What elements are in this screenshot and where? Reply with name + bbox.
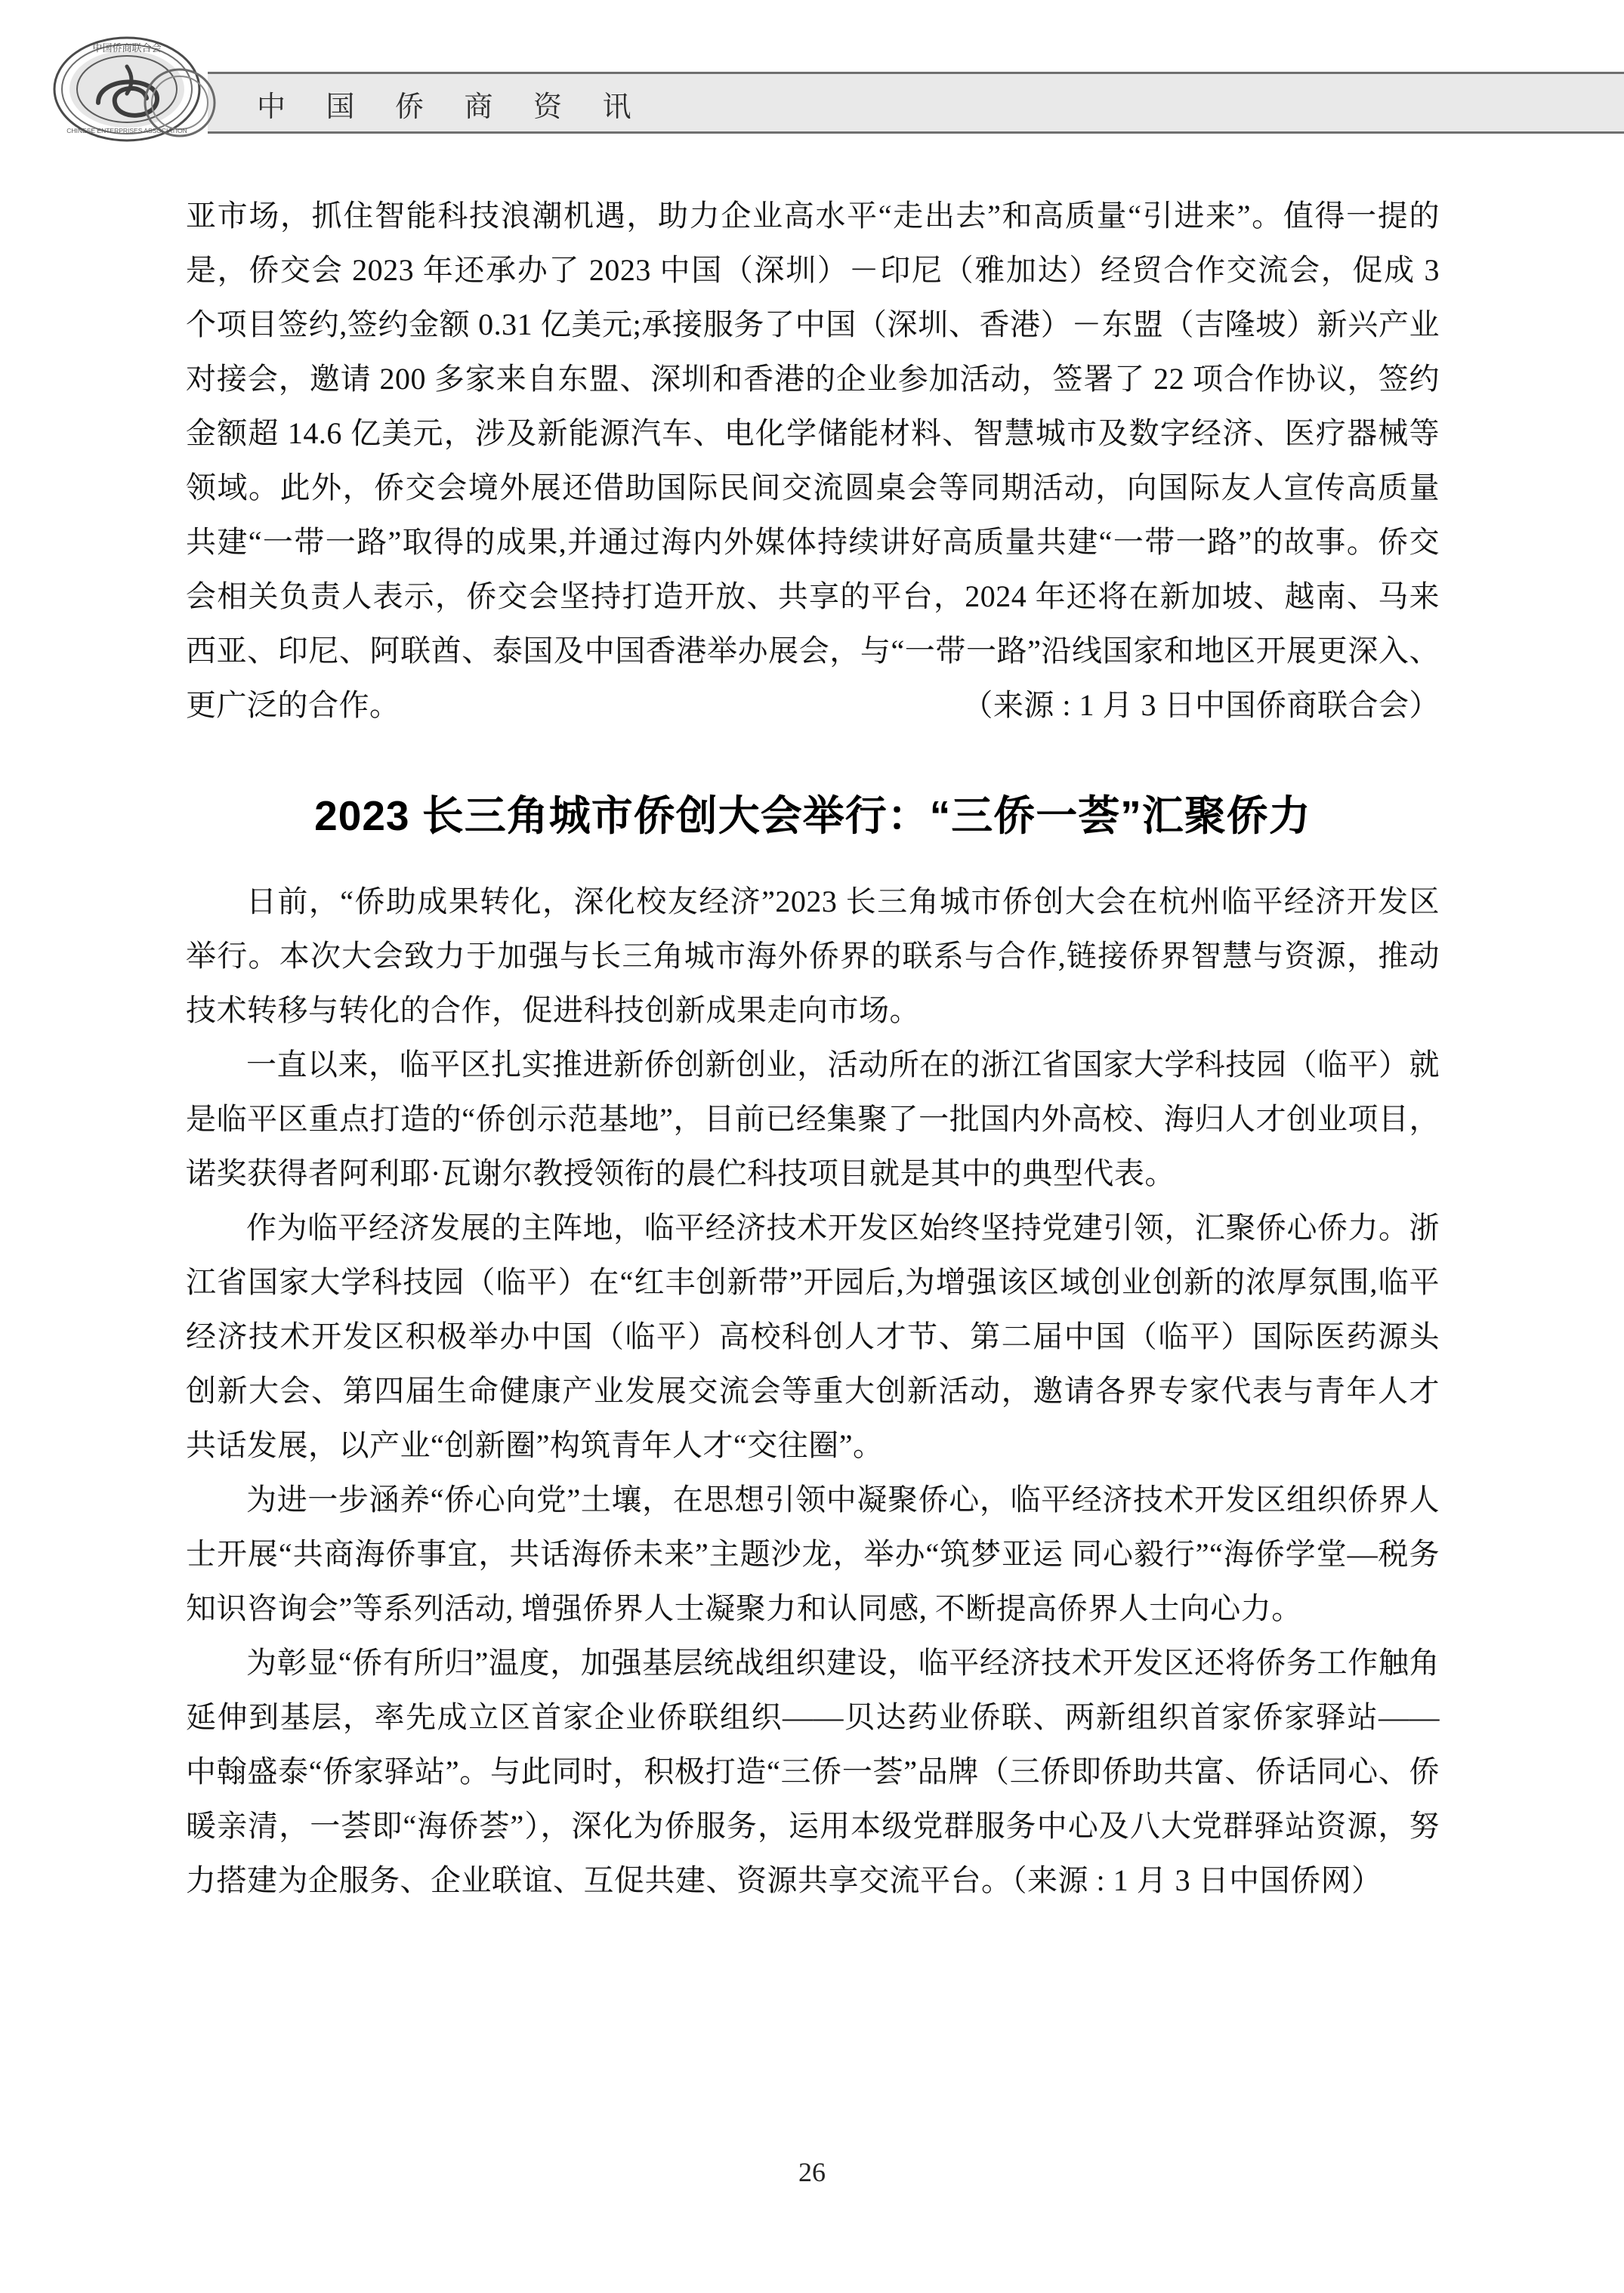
- organization-logo: [45, 30, 249, 162]
- article-paragraph-5-text: 为彰显“侨有所归”温度，加强基层统战组织建设，临平经济技术开发区还将侨务工作触角延伸到基层，率先成立区首家企业侨联组织——贝达药业侨联、两新组织首家侨家驿站——中翰盛泰“侨家驿站”。与此同时，积极打造“三侨一荟”品牌（三侨即侨助共富、侨话同心、侨暖亲清，一荟即“海侨荟”），深化为侨服务，运用本级党群服务中心及八大党群驿站资源，努力搭建为企服务、企业联谊、互促共建、资源共享交流平台。: [186, 1646, 1440, 1897]
- svg-text:中国侨商联合会: 中国侨商联合会: [92, 42, 162, 54]
- page-header: [0, 0, 1624, 162]
- continued-paragraph-source: （来源 : 1 月 3 日中国侨商联合会）: [962, 688, 1440, 722]
- continued-paragraph: [186, 189, 1440, 733]
- continued-paragraph-text: 亚市场，抓住智能科技浪潮机遇，助力企业高水平“走出去”和高质量“引进来”。值得一提的是，侨交会 2023 年还承办了 2023 中国（深圳）－印尼（雅加达）经贸合作交流会，促成 3 个项目签约,签约金额 0.31 亿美元;承接服务了中国（深圳、香港）－东盟（吉隆坡）新兴产业对接会，邀请 200 多家来自东盟、深圳和香港的企业参加活动，签署了 22 项合作协议，签约金额超 14.6 亿美元，涉及新能源汽车、电化学储能材料、智慧城市及数字经济、医疗器械等领域。此外，侨交会境外展还借助国际民间交流圆桌会等同期活动，向国际友人宣传高质量共建“一带一路”取得的成果,并通过海内外媒体持续讲好高质量共建“一带一路”的故事。侨交会相关负责人表示，侨交会坚持打造开放、共享的平台，2024 年还将在新加坡、越南、马来西亚、印尼、阿联酋、泰国及中国香港举办展会，与“一带一路”沿线国家和地区开展更深入、更广泛的合作。: [186, 199, 1440, 722]
- page-number: 26: [798, 2157, 826, 2187]
- header-title: 中 国 侨 商 资 讯: [257, 91, 648, 123]
- article-paragraph-2: 一直以来，临平区扎实推进新侨创新创业，活动所在的浙江省国家大学科技园（临平）就是临平区重点打造的“侨创示范基地”，目前已经集聚了一批国内外高校、海归人才创业项目，诺奖获得者阿利耶·瓦谢尔教授领衔的晨伫科技项目就是其中的典型代表。: [186, 1048, 1440, 1190]
- article-paragraph-1: 日前，“侨助成果转化，深化校友经济”2023 长三角城市侨创大会在杭州临平经济开发区举行。本次大会致力于加强与长三角城市海外侨界的联系与合作,链接侨界智慧与资源，推动技术转移与转化的合作，促进科技创新成果走向市场。: [186, 884, 1440, 1027]
- svg-text:CHINESE ENTERPRISES ASSOCIATIO: CHINESE ENTERPRISES ASSOCIATION: [66, 127, 187, 134]
- article-title: 2023 长三角城市侨创大会举行：“三侨一荟”汇聚侨力: [314, 792, 1311, 839]
- article-source: （来源 : 1 月 3 日中国侨网）: [1011, 1863, 1382, 1897]
- article-paragraph-4: 为进一步涵养“侨心向党”土壤，在思想引领中凝聚侨心，临平经济技术开发区组织侨界人士开展“共商海侨事宜，共话海侨未来”主题沙龙，举办“筑梦亚运 同心毅行”“海侨学堂—税务知识咨询会”等系列活动, 增强侨界人士凝聚力和认同感, 不断提高侨界人士向心力。: [186, 1483, 1440, 1625]
- article-paragraph-5: [186, 1636, 1440, 1908]
- article-content: [186, 189, 1440, 1908]
- article-paragraph-3: 作为临平经济发展的主阵地，临平经济技术开发区始终坚持党建引领，汇聚侨心侨力。浙江省国家大学科技园（临平）在“红丰创新带”开园后,为增强该区域创业创新的浓厚氛围,临平经济技术开发区积极举办中国（临平）高校科创人才节、第二届中国（临平）国际医药源头创新大会、第四届生命健康产业发展交流会等重大创新活动，邀请各界专家代表与青年人才共话发展，以产业“创新圈”构筑青年人才“交往圈”。: [186, 1211, 1440, 1462]
